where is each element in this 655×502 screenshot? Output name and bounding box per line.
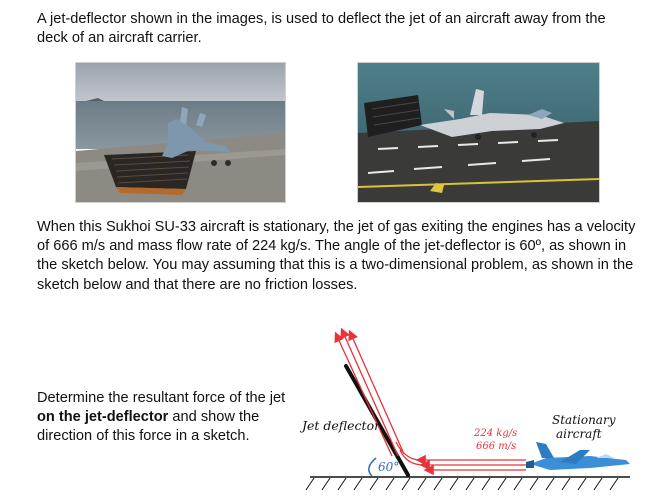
- aircraft-label-line2: aircraft: [556, 427, 602, 441]
- question-text-start: Determine the resultant force of the jet: [37, 390, 286, 406]
- mass-flow-label: 224 kg/s: [474, 428, 518, 439]
- question-paragraph: [37, 389, 287, 447]
- carrier-photo-side-view: [357, 62, 600, 203]
- carrier-photo-rear-view: [75, 62, 286, 203]
- deck-ground: [306, 477, 630, 490]
- angle-mark: [369, 458, 399, 476]
- jet-deflector-sketch: [290, 318, 645, 498]
- question-emphasis: on the jet-deflector: [37, 409, 169, 426]
- aircraft-label-line1: Stationary: [552, 413, 616, 427]
- intro-paragraph: A jet-deflector shown in the images, is used to deflect the jet of an aircraft away from the deck of an aircraft carrier.: [37, 11, 606, 47]
- deflected-jet-arrows: [336, 330, 404, 456]
- question-text-end: and show the direction of this force in a sketch.: [37, 409, 260, 445]
- velocity-label: 666 m/s: [476, 441, 517, 452]
- problem-paragraph: When this Sukhoi SU-33 aircraft is stationary, the jet of gas exiting the engines has a velocity of 666 m/s and mass flow rate of 224 kg/s. The angle of the jet-deflector is 60º, as shown in the sketch below. You may assuming that this is a two-dimensional problem, as shown in the sketch below and that there are no friction losses.: [37, 219, 636, 293]
- angle-label: 60°: [378, 460, 400, 474]
- deflector-label: Jet deflector: [302, 418, 381, 433]
- stationary-aircraft: [526, 442, 630, 470]
